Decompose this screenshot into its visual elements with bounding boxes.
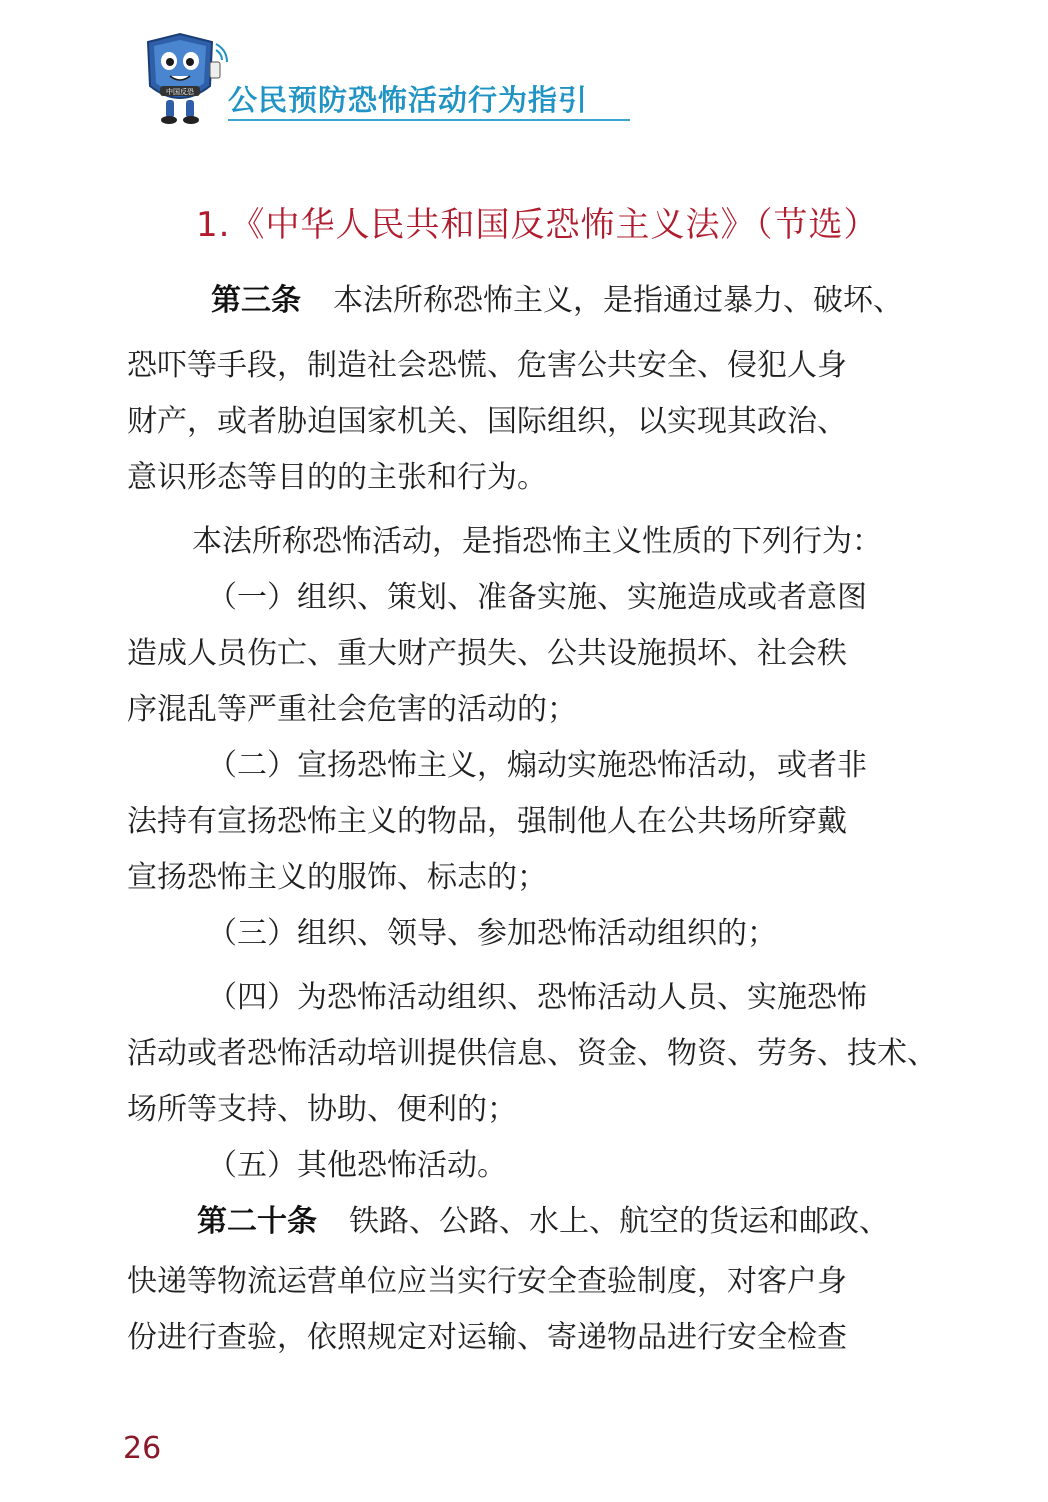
list-item-line: （三）组织、领导、参加恐怖活动组织的； [207,916,777,951]
article3-text-line: 本法所称恐怖主义，是指通过暴力、破坏、 [333,283,903,318]
list-item-line: （四）为恐怖活动组织、恐怖活动人员、实施恐怖 [207,980,867,1015]
article3-text-line: 恐吓等手段，制造社会恐慌、危害公共安全、侵犯人身 [127,348,847,383]
list-item-line: （五）其他恐怖活动。 [207,1148,507,1183]
article20-label: 第二十条 [197,1204,317,1239]
list-item-line: （二）宣扬恐怖主义，煽动实施恐怖活动，或者非 [207,748,867,783]
list-item-line: 序混乱等严重社会危害的活动的； [127,692,577,727]
svg-text:中国反恐: 中国反恐 [166,88,194,96]
list-item-line: 法持有宣扬恐怖主义的物品，强制他人在公共场所穿戴 [127,804,847,839]
article3-text-line: 财产，或者胁迫国家机关、国际组织，以实现其政治、 [127,404,847,439]
mascot-shield-icon [130,28,230,128]
page-number: 26 [123,1431,162,1466]
article3-first-line [211,281,903,321]
list-item-line: 活动或者恐怖活动培训提供信息、资金、物资、劳务、技术、 [127,1036,937,1071]
list-item-line: 造成人员伤亡、重大财产损失、公共设施损坏、社会秩 [127,636,847,671]
page-header [130,28,650,128]
article20-text-line: 铁路、公路、水上、航空的货运和邮政、 [349,1204,889,1239]
article20-first-line [197,1202,889,1242]
list-item-line: 宣扬恐怖主义的服饰、标志的； [127,860,547,895]
header-divider [228,119,630,121]
article3-text-line: 意识形态等目的的主张和行为。 [127,460,547,495]
header-title: 公民预防恐怖活动行为指引 [228,83,589,117]
section-heading: 1.《中华人民共和国反恐怖主义法》（节选） [196,205,879,245]
article20-text-line: 快递等物流运营单位应当实行安全查验制度，对客户身 [127,1264,847,1299]
article3-label: 第三条 [211,283,301,318]
article20-text-line: 份进行查验，依照规定对运输、寄递物品进行安全检查 [127,1320,847,1355]
list-item-line: （一）组织、策划、准备实施、实施造成或者意图 [207,580,867,615]
activities-intro: 本法所称恐怖活动，是指恐怖主义性质的下列行为： [192,524,882,559]
list-item-line: 场所等支持、协助、便利的； [127,1092,517,1127]
